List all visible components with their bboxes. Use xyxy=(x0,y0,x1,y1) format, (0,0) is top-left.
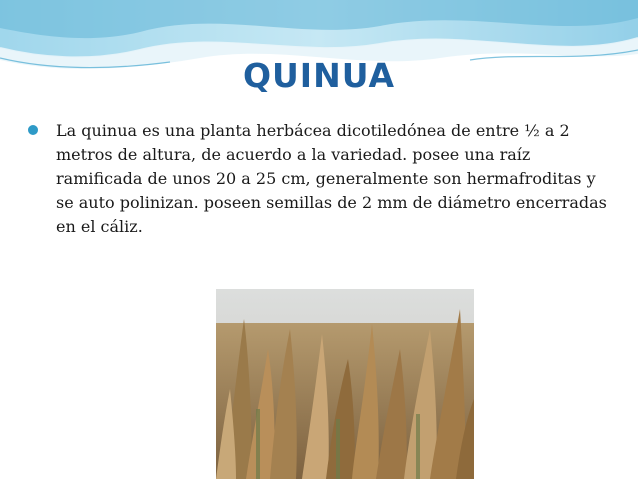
quinoa-field-photo xyxy=(216,289,474,479)
bullet-text: La quinua es una planta herbácea dicotiledónea de entre ½ a 2 metros de altura, de acuerdo a la variedad. posee una raíz ramificada de unos 20 a 25 cm, generalmente son hermafroditas y se auto polinizan. poseen semillas de 2 mm de diámetro encerradas en el cáliz. xyxy=(56,121,607,236)
slide-title: QUINUA xyxy=(242,56,396,95)
bullet-item xyxy=(28,119,613,239)
body-text xyxy=(28,119,613,239)
round-bullet-icon xyxy=(28,125,38,135)
